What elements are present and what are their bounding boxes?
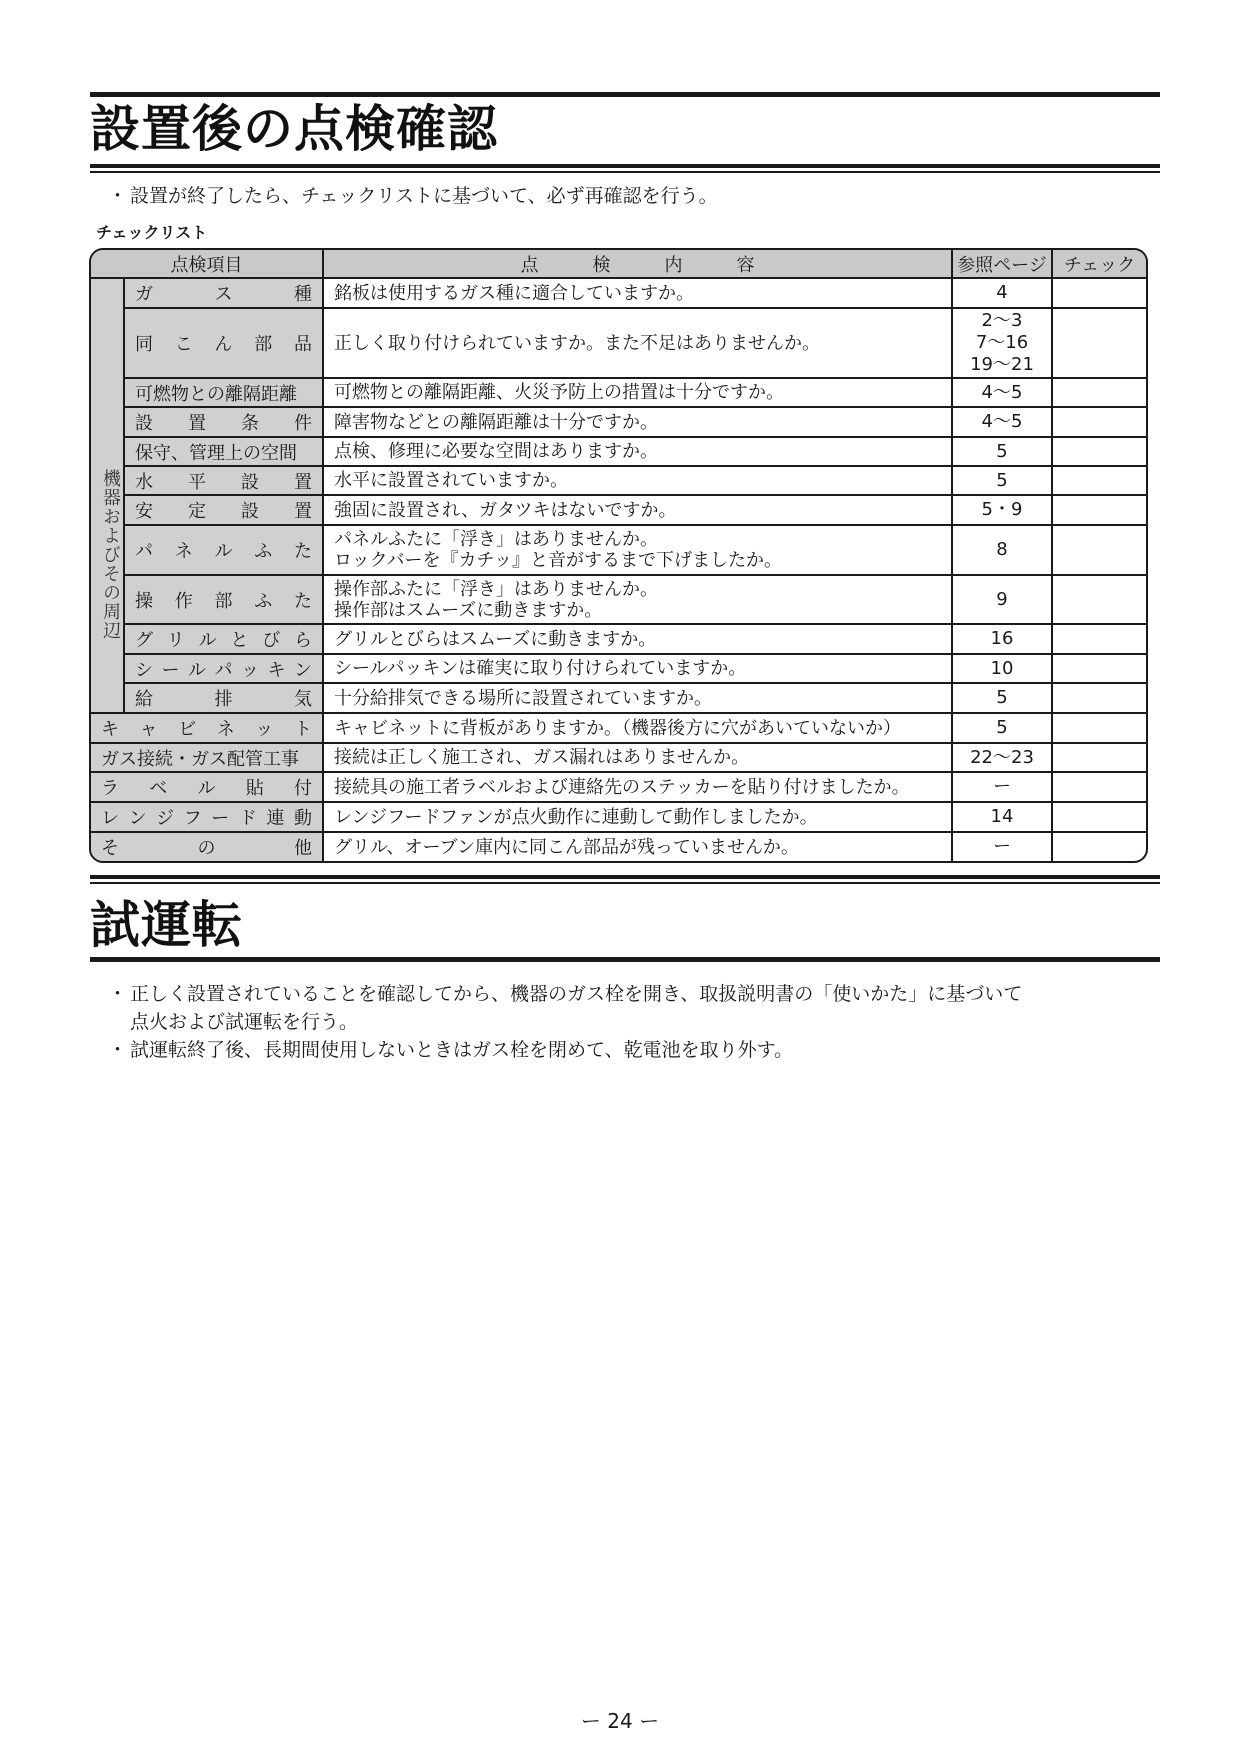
description-text [334,529,782,571]
description-text [334,333,820,354]
item-char: 平 [188,471,206,493]
title-rule-top [90,92,1160,97]
item-cell [125,438,324,467]
check-cell[interactable] [1053,379,1146,408]
description-line: キャビネットに背板がありますか。（機器後方に穴があいていないか） [334,717,901,739]
item-char: ガ [135,284,153,305]
check-cell[interactable] [1053,833,1146,861]
item-char: 設 [241,501,259,522]
ref-page-line: ー [993,776,1011,797]
item-char: そ [101,838,119,859]
description-text [334,441,658,462]
description-cell [324,309,953,379]
page-number: ー 24 ー [580,1709,660,1733]
item-label [135,587,312,613]
check-cell[interactable] [1053,655,1146,684]
item-char: 定 [188,501,206,522]
ref-page-line: 5 [996,687,1008,708]
description-line: シールパッキンは確実に取り付けられていますか。 [334,658,747,679]
description-text [334,470,568,491]
ref-page-line: 22〜23 [970,746,1034,768]
item-label [101,774,312,800]
item-char: ー [161,659,180,681]
item-char: 貼 [245,778,264,799]
description-cell [324,279,953,309]
item-cell [125,279,324,309]
item-cell [125,408,324,438]
item-cell [125,467,324,496]
item-label [135,280,312,306]
check-cell[interactable] [1053,279,1146,309]
item-char: ネ [216,719,235,740]
item-char: 条 [241,413,259,434]
item-char: 設 [241,471,259,493]
item-cell [91,714,324,744]
description-line: 接続は正しく施工され、ガス漏れはありませんか。 [334,747,750,768]
ref-page-line: 9 [996,588,1008,610]
item-label [135,468,312,494]
item-label [135,497,312,523]
ref-page-text [991,658,1014,680]
header-check: チェック [1053,250,1146,279]
trial-rule-top [90,875,1160,879]
trial-rule-top-thin [90,882,1160,884]
ref-page-line: 10 [990,657,1014,679]
description-line: 正しく取り付けられていますか。また不足はありませんか。 [334,332,820,354]
description-cell [324,655,953,684]
ref-page-text [993,776,1011,798]
description-line: 水平に設置されていますか。 [334,470,568,491]
ref-page-text [993,836,1011,858]
ref-page-text [970,310,1034,376]
item-label [101,804,312,830]
item-char: 安 [135,501,153,522]
item-char: ー [211,808,230,829]
item-char: ビ [178,719,197,740]
section-title-trial-run: 試運転 [90,896,243,954]
description-line: グリル、オーブン庫内に同こん部品が残っていませんか。 [334,836,799,858]
ref-page-text [996,282,1007,304]
header-item: 点検項目 [91,250,324,279]
item-char: ネ [174,541,193,562]
item-char: 種 [294,284,312,305]
item-char: の [197,838,216,859]
trial-bullet-2 [108,1036,793,1064]
item-cell [125,496,324,526]
item-cell [125,576,324,625]
item-char: パ [214,659,233,681]
item-char: 部 [254,334,273,355]
description-text [334,629,656,650]
item-char: リ [166,630,185,651]
trial-bullet-1-line-2: 点火および試運転を行う。 [130,1011,359,1033]
ref-page-cell [953,576,1053,625]
ref-page-line: 5 [996,440,1008,462]
description-line: 可燃物との離隔距離、火災予防上の措置は十分ですか。 [334,382,784,403]
item-char: レ [101,808,119,829]
ref-page-text [996,687,1007,709]
item-char: 排 [214,689,233,710]
item-cell [125,379,324,408]
item-label: 可燃物との離隔距離 [135,383,297,405]
ref-page-line: ー [993,836,1011,857]
description-text [334,837,799,858]
item-char: 設 [135,413,153,434]
ref-page-line: 5 [996,469,1008,491]
item-cell [125,655,324,684]
item-char: 置 [294,471,312,493]
ref-page-cell [953,714,1053,744]
check-cell[interactable] [1053,526,1146,576]
description-cell [324,496,953,526]
check-cell[interactable] [1053,684,1146,714]
ref-page-text [982,411,1023,433]
ref-page-cell [953,625,1053,655]
description-cell [324,408,953,438]
description-text [334,283,694,304]
ref-page-text [996,441,1007,463]
description-cell [324,714,953,744]
ref-page-cell [953,684,1053,714]
item-cell [125,684,324,714]
description-line: 十分給排気できる場所に設置されていますか。 [334,687,712,709]
ref-page-cell [953,467,1053,496]
item-char: ン [294,659,312,681]
description-cell [324,379,953,408]
item-char: 気 [294,689,312,710]
item-cell [91,833,324,861]
section-title-inspection: 設置後の点検確認 [90,100,498,158]
checklist-label: チェックリスト [96,223,208,242]
description-line: ロックバーを『カチッ』と音がするまで下げましたか。 [334,550,783,571]
item-char: 作 [174,590,193,612]
ref-page-line: 4〜5 [981,381,1023,403]
description-cell [324,773,953,803]
ref-page-cell [953,803,1053,833]
description-line: パネルふたに「浮き」はありませんか。 [334,529,658,550]
item-label [135,409,312,435]
item-label: 保守、管理上の空間 [135,442,297,464]
check-cell[interactable] [1053,714,1146,744]
ref-page-text [970,747,1034,769]
inspection-bullet-text: 設置が終了したら、チェックリストに基づいて、必ず再確認を行う。 [130,185,718,207]
item-char: ッ [241,659,259,681]
item-char: ル [214,541,233,562]
checklist-table [89,248,1148,863]
item-label: ガス接続・ガス配管工事 [101,748,299,770]
item-char: 水 [135,471,153,493]
item-char: 同 [135,334,153,355]
item-char: 給 [135,689,153,710]
item-char: ジ [156,808,175,829]
item-label [135,656,312,682]
item-char: 動 [293,808,312,829]
ref-page-text [991,628,1014,650]
item-cell [91,773,324,803]
item-char: グ [135,630,153,651]
ref-page-line: 4 [996,282,1008,303]
ref-page-cell [953,526,1053,576]
item-char: 置 [188,413,206,434]
description-line: 強固に設置され、ガタツキはないですか。 [334,499,677,521]
description-cell [324,625,953,655]
ref-page-cell [953,438,1053,467]
trial-bullet-2-text: 試運転終了後、長期間使用しないときはガス栓を閉めて、乾電池を取り外す。 [130,1039,794,1061]
bullet-dot: ・ [108,185,128,207]
ref-page-line: 14 [990,806,1014,827]
description-text [334,718,901,739]
ref-page-cell [953,655,1053,684]
ref-page-line: 19〜21 [970,354,1034,375]
ref-page-text [991,806,1014,828]
title-rule-bottom [90,164,1160,168]
item-char: 置 [294,501,312,522]
ref-page-cell [953,833,1053,861]
ref-page-cell [953,496,1053,526]
item-char: 品 [294,334,312,355]
trial-bullet-1-line-1: 正しく設置されていることを確認してから、機器のガス栓を開き、取扱説明書の「使いかた」に基づいて [130,983,1023,1005]
item-char: 部 [214,590,233,612]
description-cell [324,833,953,861]
item-char: ラ [101,778,119,799]
item-char: た [294,541,312,562]
item-label [135,537,312,563]
ref-page-cell [953,744,1053,773]
ref-page-text [982,499,1023,521]
inspection-bullet [108,182,718,210]
description-cell [324,576,953,625]
item-char: び [262,630,281,651]
check-cell[interactable] [1053,576,1146,625]
ref-page-cell [953,773,1053,803]
ref-page-line: 5・9 [981,499,1023,520]
check-cell[interactable] [1053,467,1146,496]
check-cell[interactable] [1053,408,1146,438]
checklist-grid [91,250,1146,861]
bullet-dot: ・ [108,983,128,1005]
item-char: 操 [135,590,153,612]
description-cell [324,684,953,714]
description-text [334,747,749,768]
check-cell[interactable] [1053,803,1146,833]
item-char: フ [183,808,202,829]
item-char: ス [214,284,233,305]
description-text [334,658,746,679]
description-line: グリルとびらはスムーズに動きますか。 [334,628,657,650]
ref-page-line: 4〜5 [981,411,1023,432]
item-char: ベ [149,778,168,799]
bullet-dot: ・ [108,1039,128,1061]
item-char: ル [197,778,216,799]
item-char: こ [174,334,193,355]
check-cell[interactable] [1053,309,1146,379]
item-cell [91,803,324,833]
ref-page-line: 8 [996,539,1008,560]
description-line: 操作部ふたに「浮き」はありませんか。 [334,578,658,600]
item-label [135,626,312,652]
item-char: ッ [255,719,274,740]
item-char: ャ [139,719,158,740]
check-cell[interactable] [1053,496,1146,526]
ref-page-cell [953,408,1053,438]
description-line: 点検、修理に必要な空間はありますか。 [334,441,658,462]
ref-page-text [982,382,1023,404]
item-label [135,330,312,356]
item-char: 付 [294,778,312,799]
group-label-equipment: 機器およびその周辺 [91,279,125,714]
header-content: 点 検 内 容 [324,250,953,279]
description-cell [324,803,953,833]
item-char: ら [293,630,312,651]
ref-page-text [996,539,1007,561]
description-line: 操作部はスムーズに動きますか。 [334,599,603,621]
item-cell [125,625,324,655]
item-char: ふ [254,541,273,562]
ref-page-cell [953,309,1053,379]
item-char: 他 [294,838,312,859]
item-cell [125,526,324,576]
description-text [334,412,658,433]
item-char: ト [293,719,312,740]
item-char: た [294,590,312,612]
title-rule-bottom-thin [90,171,1160,173]
description-line: レンジフードファンが点火動作に連動して動作しましたか。 [334,806,818,828]
check-cell[interactable] [1053,625,1146,655]
item-char: パ [135,541,153,562]
item-char: キ [267,659,286,681]
item-label [135,685,312,711]
ref-page-cell [953,379,1053,408]
ref-page-line: 2〜3 [981,310,1023,331]
ref-page-line: 7〜16 [975,332,1029,353]
item-char: ド [238,808,257,829]
item-label [101,834,312,860]
description-text [334,807,818,828]
item-cell [91,744,324,773]
ref-page-text [996,470,1007,492]
item-char: ル [188,659,206,681]
item-char: ん [214,334,233,355]
item-char: ン [128,808,147,829]
trial-bullet-1 [108,980,1022,1036]
description-cell [324,467,953,496]
item-char: キ [101,719,119,740]
check-cell[interactable] [1053,744,1146,773]
item-label [101,715,312,741]
description-line: 銘板は使用するガス種に適合していますか。 [334,282,694,304]
description-cell [324,744,953,773]
description-cell [324,438,953,467]
ref-page-line: 5 [996,717,1008,738]
item-char: ふ [254,590,273,612]
item-char: と [230,630,249,651]
item-cell [125,309,324,379]
description-text [334,500,677,521]
item-char: 件 [294,413,312,434]
check-cell[interactable] [1053,773,1146,803]
item-char: ル [198,630,217,651]
description-text [334,579,658,621]
description-cell [324,526,953,576]
trial-rule-bottom [90,957,1160,962]
header-ref-page: 参照ページ [953,250,1053,279]
description-text [334,688,712,709]
ref-page-text [996,589,1007,611]
description-line: 接続具の施工者ラベルおよび連絡先のステッカーを貼り付けましたか。 [334,776,910,798]
description-line: 障害物などとの離隔距離は十分ですか。 [334,411,658,433]
ref-page-cell [953,279,1053,309]
ref-page-text [996,717,1007,739]
ref-page-line: 16 [990,628,1014,649]
description-text [334,777,910,798]
check-cell[interactable] [1053,438,1146,467]
item-char: シ [135,659,153,681]
item-char: 連 [266,808,285,829]
description-text [334,382,784,403]
